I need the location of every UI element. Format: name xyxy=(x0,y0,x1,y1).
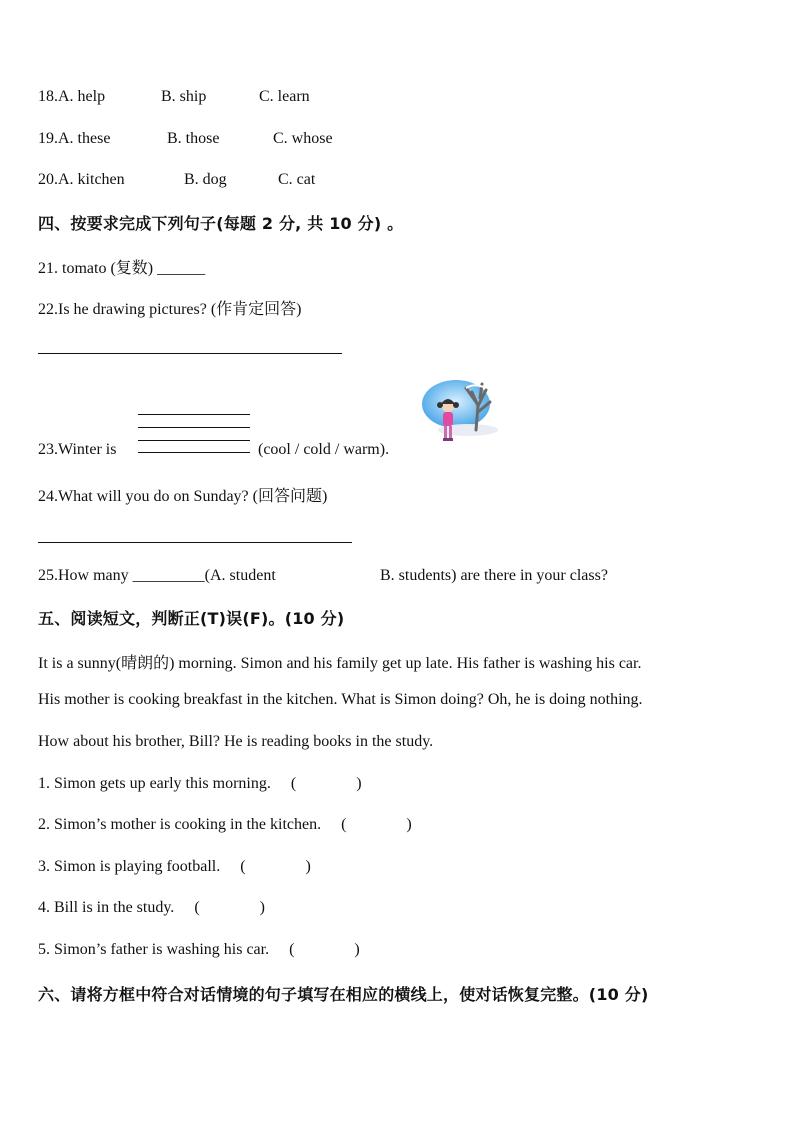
q18-option-c: C. learn xyxy=(259,88,310,105)
q18-option-a: 18.A. help xyxy=(38,88,106,105)
q19-option-b: B. those xyxy=(167,130,220,147)
blank-line-23-a[interactable] xyxy=(138,414,250,415)
tf-item-3: 3. Simon is playing football. ( ) xyxy=(38,858,311,875)
question-22: 22.Is he drawing pictures? (作肯定回答) xyxy=(38,301,302,318)
answer-paren-open: ( xyxy=(341,816,347,833)
answer-paren-close: ) xyxy=(356,775,362,792)
q19-option-c: C. whose xyxy=(273,130,333,147)
q20-option-b: B. dog xyxy=(184,171,227,188)
answer-paren-open: ( xyxy=(289,941,295,958)
answer-paren-open: ( xyxy=(240,858,246,875)
question-25-prefix: 25.How many _________(A. student xyxy=(38,567,276,584)
tf-item-1: 1. Simon gets up early this morning. ( ) xyxy=(38,775,362,792)
tf-item-2: 2. Simon’s mother is cooking in the kitchen. ( ) xyxy=(38,816,412,833)
q18-option-b: B. ship xyxy=(161,88,207,105)
answer-paren-open: ( xyxy=(194,899,200,916)
passage-line-1: It is a sunny(晴朗的) morning. Simon and his family get up late. His father is washing his car. xyxy=(38,655,642,672)
answer-paren-close: ) xyxy=(354,941,360,958)
question-21: 21. tomato (复数) ______ xyxy=(38,260,206,277)
section-5-title: 五、阅读短文，判断正(T)误(F)。(10 分) xyxy=(38,609,345,628)
answer-line-24[interactable] xyxy=(38,542,352,543)
q20-option-c: C. cat xyxy=(278,171,316,188)
blank-line-23-d[interactable] xyxy=(138,452,250,453)
answer-line-22[interactable] xyxy=(38,353,342,354)
blank-line-23-c[interactable] xyxy=(138,440,250,441)
tf-item-5: 5. Simon’s father is washing his car. ( ) xyxy=(38,941,360,958)
q19-option-a: 19.A. these xyxy=(38,130,111,147)
answer-paren-close: ) xyxy=(305,858,311,875)
tf-item-4: 4. Bill is in the study. ( ) xyxy=(38,899,265,916)
winter-girl-picture xyxy=(418,378,502,448)
question-25-suffix: B. students) are there in your class? xyxy=(380,567,608,584)
answer-paren-close: ) xyxy=(406,816,412,833)
passage-line-2: His mother is cooking breakfast in the kitchen. What is Simon doing? Oh, he is doing nothing. xyxy=(38,691,643,708)
section-6-title: 六、请将方框中符合对话情境的句子填写在相应的横线上，使对话恢复完整。(10 分) xyxy=(38,985,649,1004)
question-24: 24.What will you do on Sunday? (回答问题) xyxy=(38,488,328,505)
passage-line-3: How about his brother, Bill? He is reading books in the study. xyxy=(38,733,434,750)
answer-paren-open: ( xyxy=(290,775,297,792)
section-4-title: 四、按要求完成下列句子(每题 2 分, 共 10 分) 。 xyxy=(38,214,404,233)
q20-option-a: 20.A. kitchen xyxy=(38,171,125,188)
answer-paren-close: ) xyxy=(259,899,265,916)
question-23-prefix: 23.Winter is xyxy=(38,441,117,458)
question-23-options: (cool / cold / warm). xyxy=(258,441,390,458)
blank-line-23-b[interactable] xyxy=(138,427,250,428)
